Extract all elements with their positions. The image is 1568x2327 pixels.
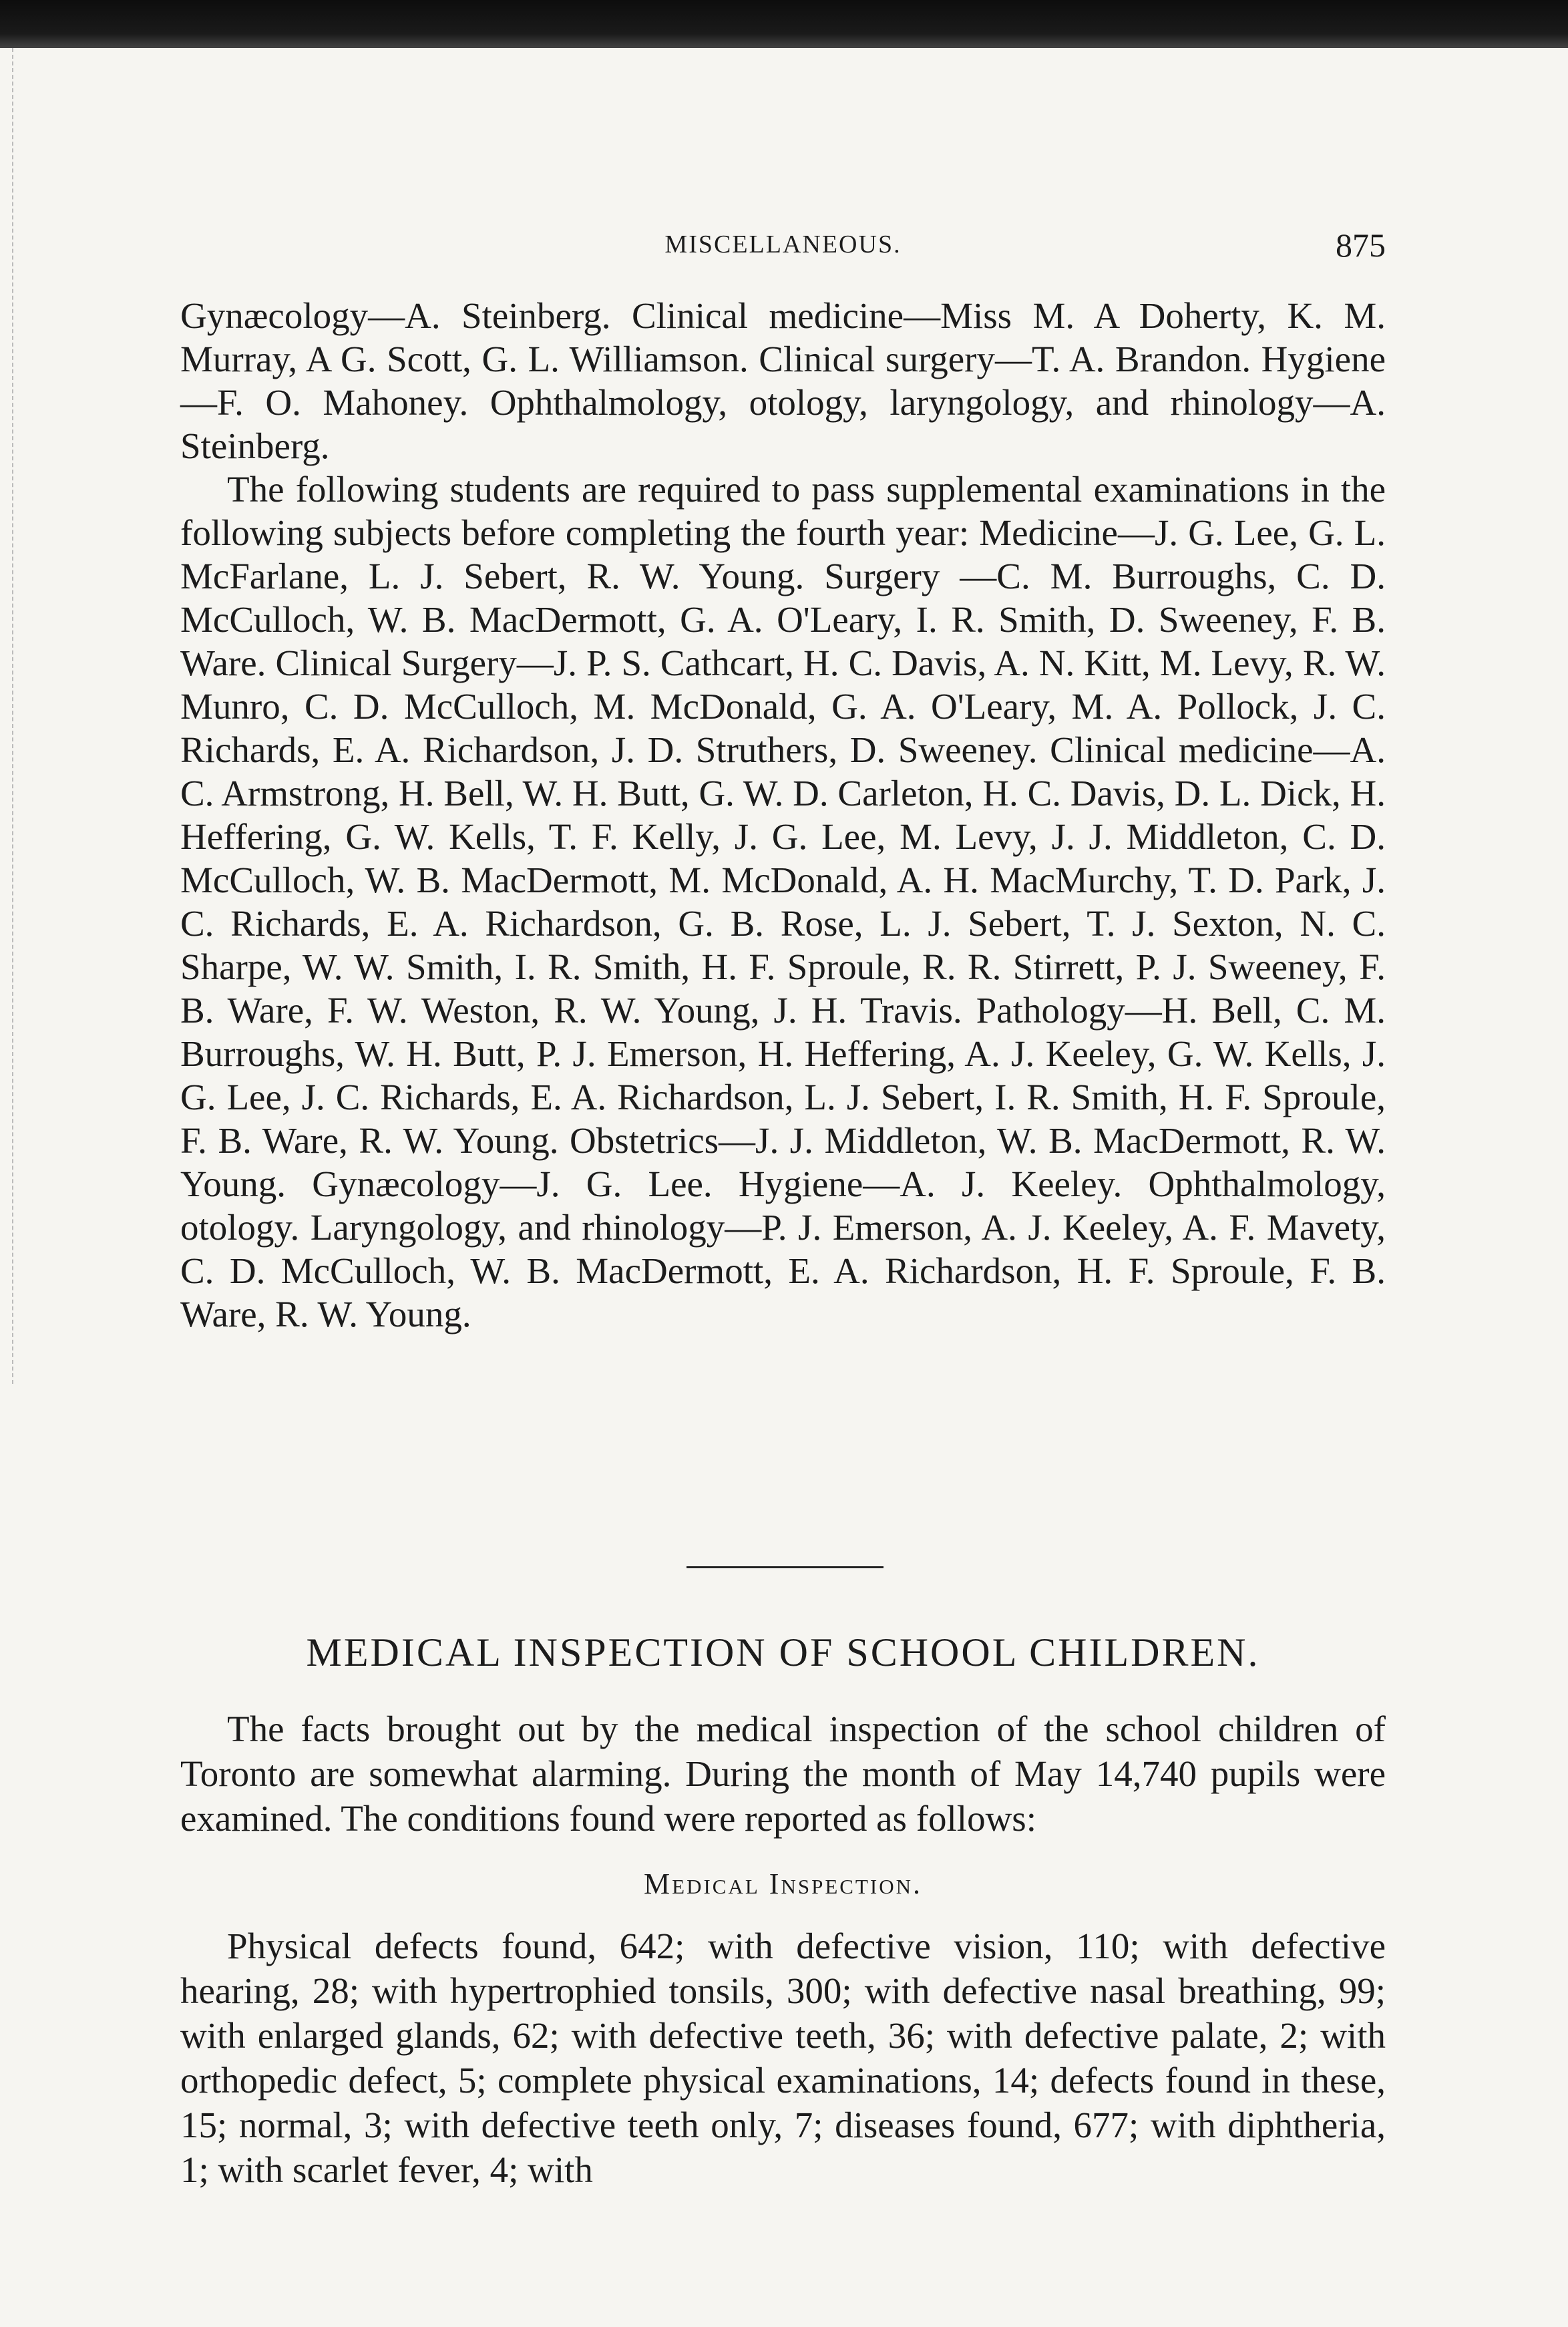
paragraph: Gynæcology—A. Steinberg. Clinical medicine—Miss M. A Doherty, K. M. Murray, A G. Scott, G. L. Williamson. Clinical surgery—T. A. Brandon. Hygiene—F. O. Mahoney. Ophthalmology, otology, laryngology, and rhinology—A. Steinberg. [180, 295, 1386, 466]
paragraph: The facts brought out by the medical inspection of the school children of Toronto are somewhat alarming. During the month of May 14,740 pupils were examined. The conditions found were reported as follows: [180, 1709, 1386, 1839]
section-divider [687, 1566, 884, 1568]
supplemental-exams-text [180, 294, 1386, 1336]
page-number: 875 [1336, 226, 1386, 264]
scan-top-edge [0, 0, 1568, 48]
section-heading: MEDICAL INSPECTION OF SCHOOL CHILDREN. [306, 1630, 1260, 1674]
paragraph: Physical defects found, 642; with defective vision, 110; with defective hearing, 28; with hypertrophied tonsils, 300; with defective nasal breathing, 99; with enlarged glands, 62; with defective teeth, 36; with defective palate, 2; with orthopedic defect, 5; complete physical examinations, 14; defects found in these, 15; normal, 3; with defective teeth only, 7; diseases found, 677; with diphtheria, 1; with scarlet fever, 4; with [180, 1926, 1386, 2190]
intro-text [180, 1707, 1386, 1841]
paragraph: The following students are required to pass supplemental examinations in the following subjects before completing the fourth year: Medicine—J. G. Lee, G. L. McFarlane, L. J. Sebert, R. W. Young. Surgery —C. M. Burroughs, C. D. McCulloch, W. B. MacDermott, G. A. O'Leary, I. R. Smith, D. Sweeney, F. B. Ware. Clinical Surgery—J. P. S. Cathcart, H. C. Davis, A. N. Kitt, M. Levy, R. W. Munro, C. D. McCulloch, M. McDonald, G. A. O'Leary, M. A. Pollock, J. C. Richards, E. A. Richardson, J. D. Struthers, D. Sweeney. Clinical medicine—A. C. Armstrong, H. Bell, W. H. Butt, G. W. D. Carleton, H. C. Davis, D. L. Dick, H. Heffering, G. W. Kells, T. F. Kelly, J. G. Lee, M. Levy, J. J. Middleton, C. D. McCulloch, W. B. MacDermott, M. McDonald, A. H. MacMurchy, T. D. Park, J. C. Richards, E. A. Richardson, G. B. Rose, L. J. Sebert, T. J. Sexton, N. C. Sharpe, W. W. Smith, I. R. Smith, H. F. Sproule, R. R. Stirrett, P. J. Sweeney, F. B. Ware, F. W. Weston, R. W. Young, J. H. Travis. Pathology—H. Bell, C. M. Burroughs, W. H. Butt, P. J. Emerson, H. Heffering, A. J. Keeley, G. W. Kells, J. G. Lee, J. C. Richards, E. A. Richardson, L. J. Sebert, I. R. Smith, H. F. Sproule, F. B. Ware, R. W. Young. Obstetrics—J. J. Middleton, W. B. MacDermott, R. W. Young. Gynæcology—J. G. Lee. Hygiene—A. J. Keeley. Ophthalmology, otology. Laryngology, and rhinology—P. J. Emerson, A. J. Keeley, A. F. Mavety, C. D. McCulloch, W. B. MacDermott, E. A. Richardson, H. F. Sproule, F. B. Ware, R. W. Young. [180, 469, 1386, 1334]
running-header [180, 226, 1386, 266]
sub-heading: Medical Inspection. [644, 1867, 922, 1900]
inspection-text [180, 1924, 1386, 2192]
header-title: MISCELLANEOUS. [664, 230, 902, 258]
scan-left-edge [0, 48, 13, 1384]
